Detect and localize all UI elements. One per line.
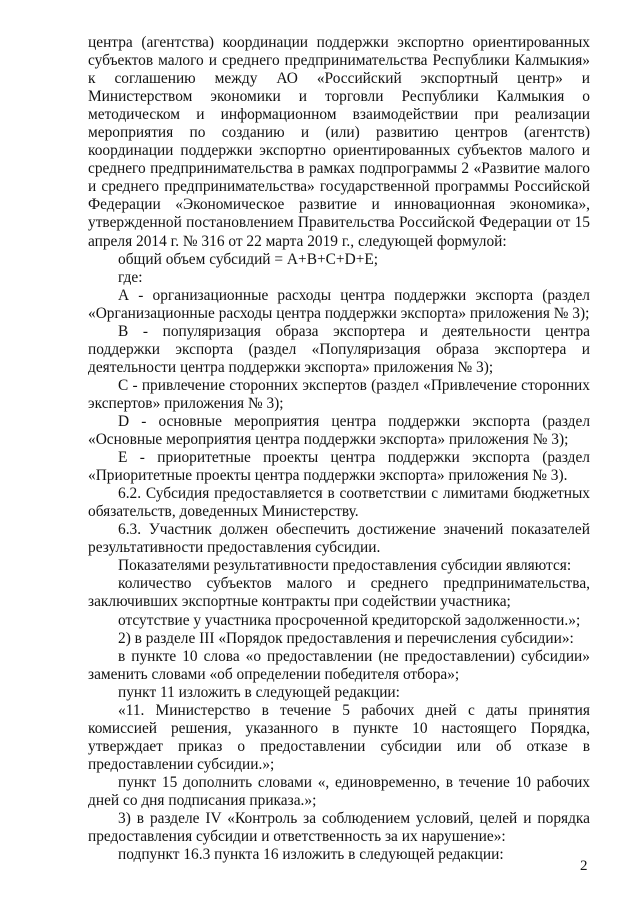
document-body	[88, 34, 590, 864]
paragraph-continuation: центра (агентства) координации поддержки экспортно ориентированных субъектов малого и среднего предпринимательства Республики Калмыкия» к соглашению между АО «Российский экспортный центр» и Министерством экономики и торговли Республики Калмыкия о методическом и информационном взаимодействии при реализации мероприятия по созданию и (или) развитию центров (агентств) координации поддержки экспортно ориентированных субъектов малого и среднего предпринимательства в рамках подпрограммы 2 «Развитие малого и среднего предпринимательства» государственной программы Российской Федерации «Экономическое развитие и инновационная экономика», утвержденной постановлением Правительства Российской Федерации от 15 апреля 2014 г. № 316 от 22 марта 2019 г., следующей формулой:	[88, 34, 590, 250]
paragraph-item-a: А - организационные расходы центра поддержки экспорта (раздел «Организационные расходы центра поддержки экспорта» приложения № 3);	[88, 286, 590, 322]
paragraph-6-2: 6.2. Субсидия предоставляется в соответствии с лимитами бюджетных обязательств, доведенных Министерству.	[88, 485, 590, 521]
paragraph-where: где:	[118, 268, 143, 286]
paragraph-item-e: Е - приоритетные проекты центра поддержки экспорта (раздел «Приоритетные проекты центра поддержки экспорта» приложения № 3).	[88, 449, 590, 485]
paragraph-item-b: В - популяризация образа экспортера и деятельности центра поддержки экспорта (раздел «Популяризация образа экспортера и деятельности центра поддержки экспорта» приложения № 3);	[88, 322, 590, 376]
paragraph-section-4: 3) в разделе IV «Контроль за соблюдением условий, целей и порядка предоставления субсидии и ответственность за их нарушение»:	[88, 810, 590, 846]
page-number: 2	[580, 858, 588, 874]
paragraph-point-10: в пункте 10 слова «о предоставлении (не предоставлении) субсидии» заменить словами «об определении победителя отбора»;	[88, 647, 590, 683]
paragraph-6-3: 6.3. Участник должен обеспечить достижение значений показателей результативности предоставления субсидии.	[88, 521, 590, 557]
paragraph-indicator-2: отсутствие у участника просроченной кредиторской задолженности.»;	[118, 611, 581, 629]
paragraph-subpoint-16-3: подпункт 16.3 пункта 16 изложить в следующей редакции:	[118, 846, 504, 864]
paragraph-formula: общий объем субсидий = A+B+C+D+E;	[118, 250, 379, 268]
paragraph-item-d: D - основные мероприятия центра поддержки экспорта (раздел «Основные мероприятия центра поддержки экспорта» приложения № 3);	[88, 412, 590, 449]
paragraph-indicators: Показателями результативности предоставления субсидии являются:	[118, 557, 572, 575]
paragraph-point-15: пункт 15 дополнить словами «, единовременно, в течение 10 рабочих дней со дня подписания приказа.»;	[88, 773, 590, 809]
paragraph-point-11-intro: пункт 11 изложить в следующей редакции:	[118, 683, 400, 701]
paragraph-item-c: С - привлечение сторонних экспертов (раздел «Привлечение сторонних экспертов» приложения № 3);	[88, 376, 590, 412]
paragraph-indicator-1: количество субъектов малого и среднего предпринимательства, заключивших экспортные контракты при содействии участника;	[88, 575, 590, 611]
paragraph-section-3: 2) в разделе III «Порядок предоставления и перечисления субсидии»:	[118, 629, 574, 647]
paragraph-point-11-text: «11. Министерство в течение 5 рабочих дней с даты принятия комиссией решения, указанного в пункте 10 настоящего Порядка, утверждает приказ о предоставлении субсидии или об отказе в предоставлении субсидии.»;	[88, 701, 590, 773]
